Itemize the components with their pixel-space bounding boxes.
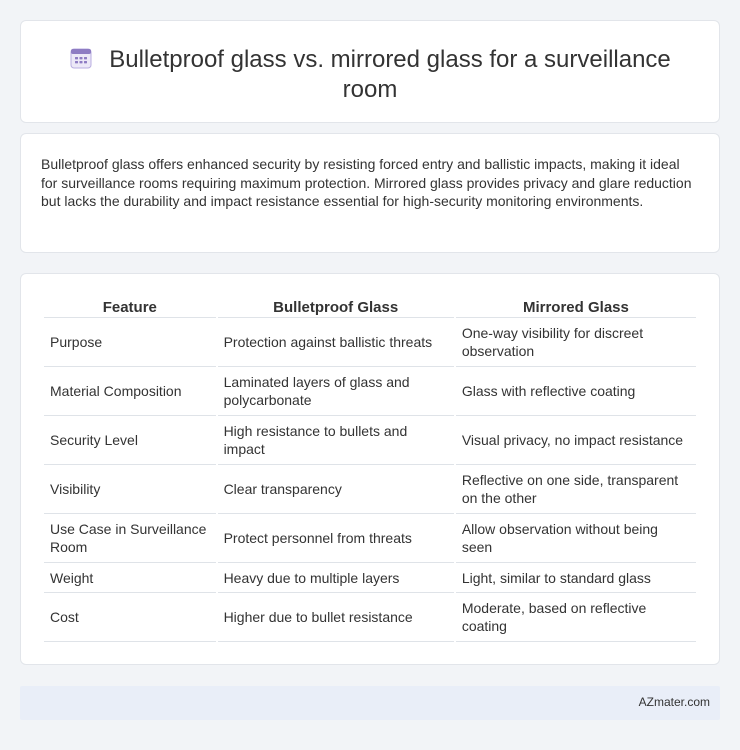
table-row (44, 593, 696, 642)
feature-cell: Purpose (44, 318, 216, 367)
feature-cell: Material Composition (44, 367, 216, 416)
header-feature: Feature (44, 296, 216, 318)
comparison-table (42, 296, 698, 642)
table-header-row (44, 296, 696, 318)
bulletproof-cell: Higher due to bullet resistance (218, 593, 454, 642)
footer-bar (20, 686, 720, 720)
bulletproof-cell: Protect personnel from threats (218, 514, 454, 563)
mirrored-cell: Moderate, based on reflective coating (456, 593, 696, 642)
summary-card (20, 133, 720, 253)
bulletproof-cell: Heavy due to multiple layers (218, 563, 454, 593)
feature-cell: Cost (44, 593, 216, 642)
bulletproof-cell: High resistance to bullets and impact (218, 416, 454, 465)
header-bulletproof-glass: Bulletproof Glass (218, 296, 454, 318)
feature-cell: Use Case in Surveillance Room (44, 514, 216, 563)
mirrored-cell: Glass with reflective coating (456, 367, 696, 416)
mirrored-cell: Light, similar to standard glass (456, 563, 696, 593)
calendar-icon (69, 46, 93, 70)
page-title: Bulletproof glass vs. mirrored glass for a surveillance room (109, 46, 671, 103)
table-row (44, 318, 696, 367)
table-row (44, 416, 696, 465)
bulletproof-cell: Laminated layers of glass and polycarbonate (218, 367, 454, 416)
mirrored-cell: Visual privacy, no impact resistance (456, 416, 696, 465)
feature-cell: Visibility (44, 465, 216, 514)
summary-text: Bulletproof glass offers enhanced security by resisting forced entry and ballistic impacts, making it ideal for surveillance rooms requiring maximum protection. Mirrored glass provides privacy and glare reduction but lacks the durability and impact resistance essential for high-security monitoring environments. (41, 156, 692, 209)
header-mirrored-glass: Mirrored Glass (456, 296, 696, 318)
title-card (20, 20, 720, 123)
feature-cell: Security Level (44, 416, 216, 465)
table-row (44, 563, 696, 593)
bulletproof-cell: Protection against ballistic threats (218, 318, 454, 367)
table-row (44, 465, 696, 514)
comparison-card (20, 273, 720, 665)
bulletproof-cell: Clear transparency (218, 465, 454, 514)
table-row (44, 514, 696, 563)
page-title-wrap (21, 45, 719, 105)
source-credit: AZmater.com (638, 695, 710, 709)
mirrored-cell: Allow observation without being seen (456, 514, 696, 563)
mirrored-cell: Reflective on one side, transparent on the other (456, 465, 696, 514)
mirrored-cell: One-way visibility for discreet observation (456, 318, 696, 367)
feature-cell: Weight (44, 563, 216, 593)
table-row (44, 367, 696, 416)
